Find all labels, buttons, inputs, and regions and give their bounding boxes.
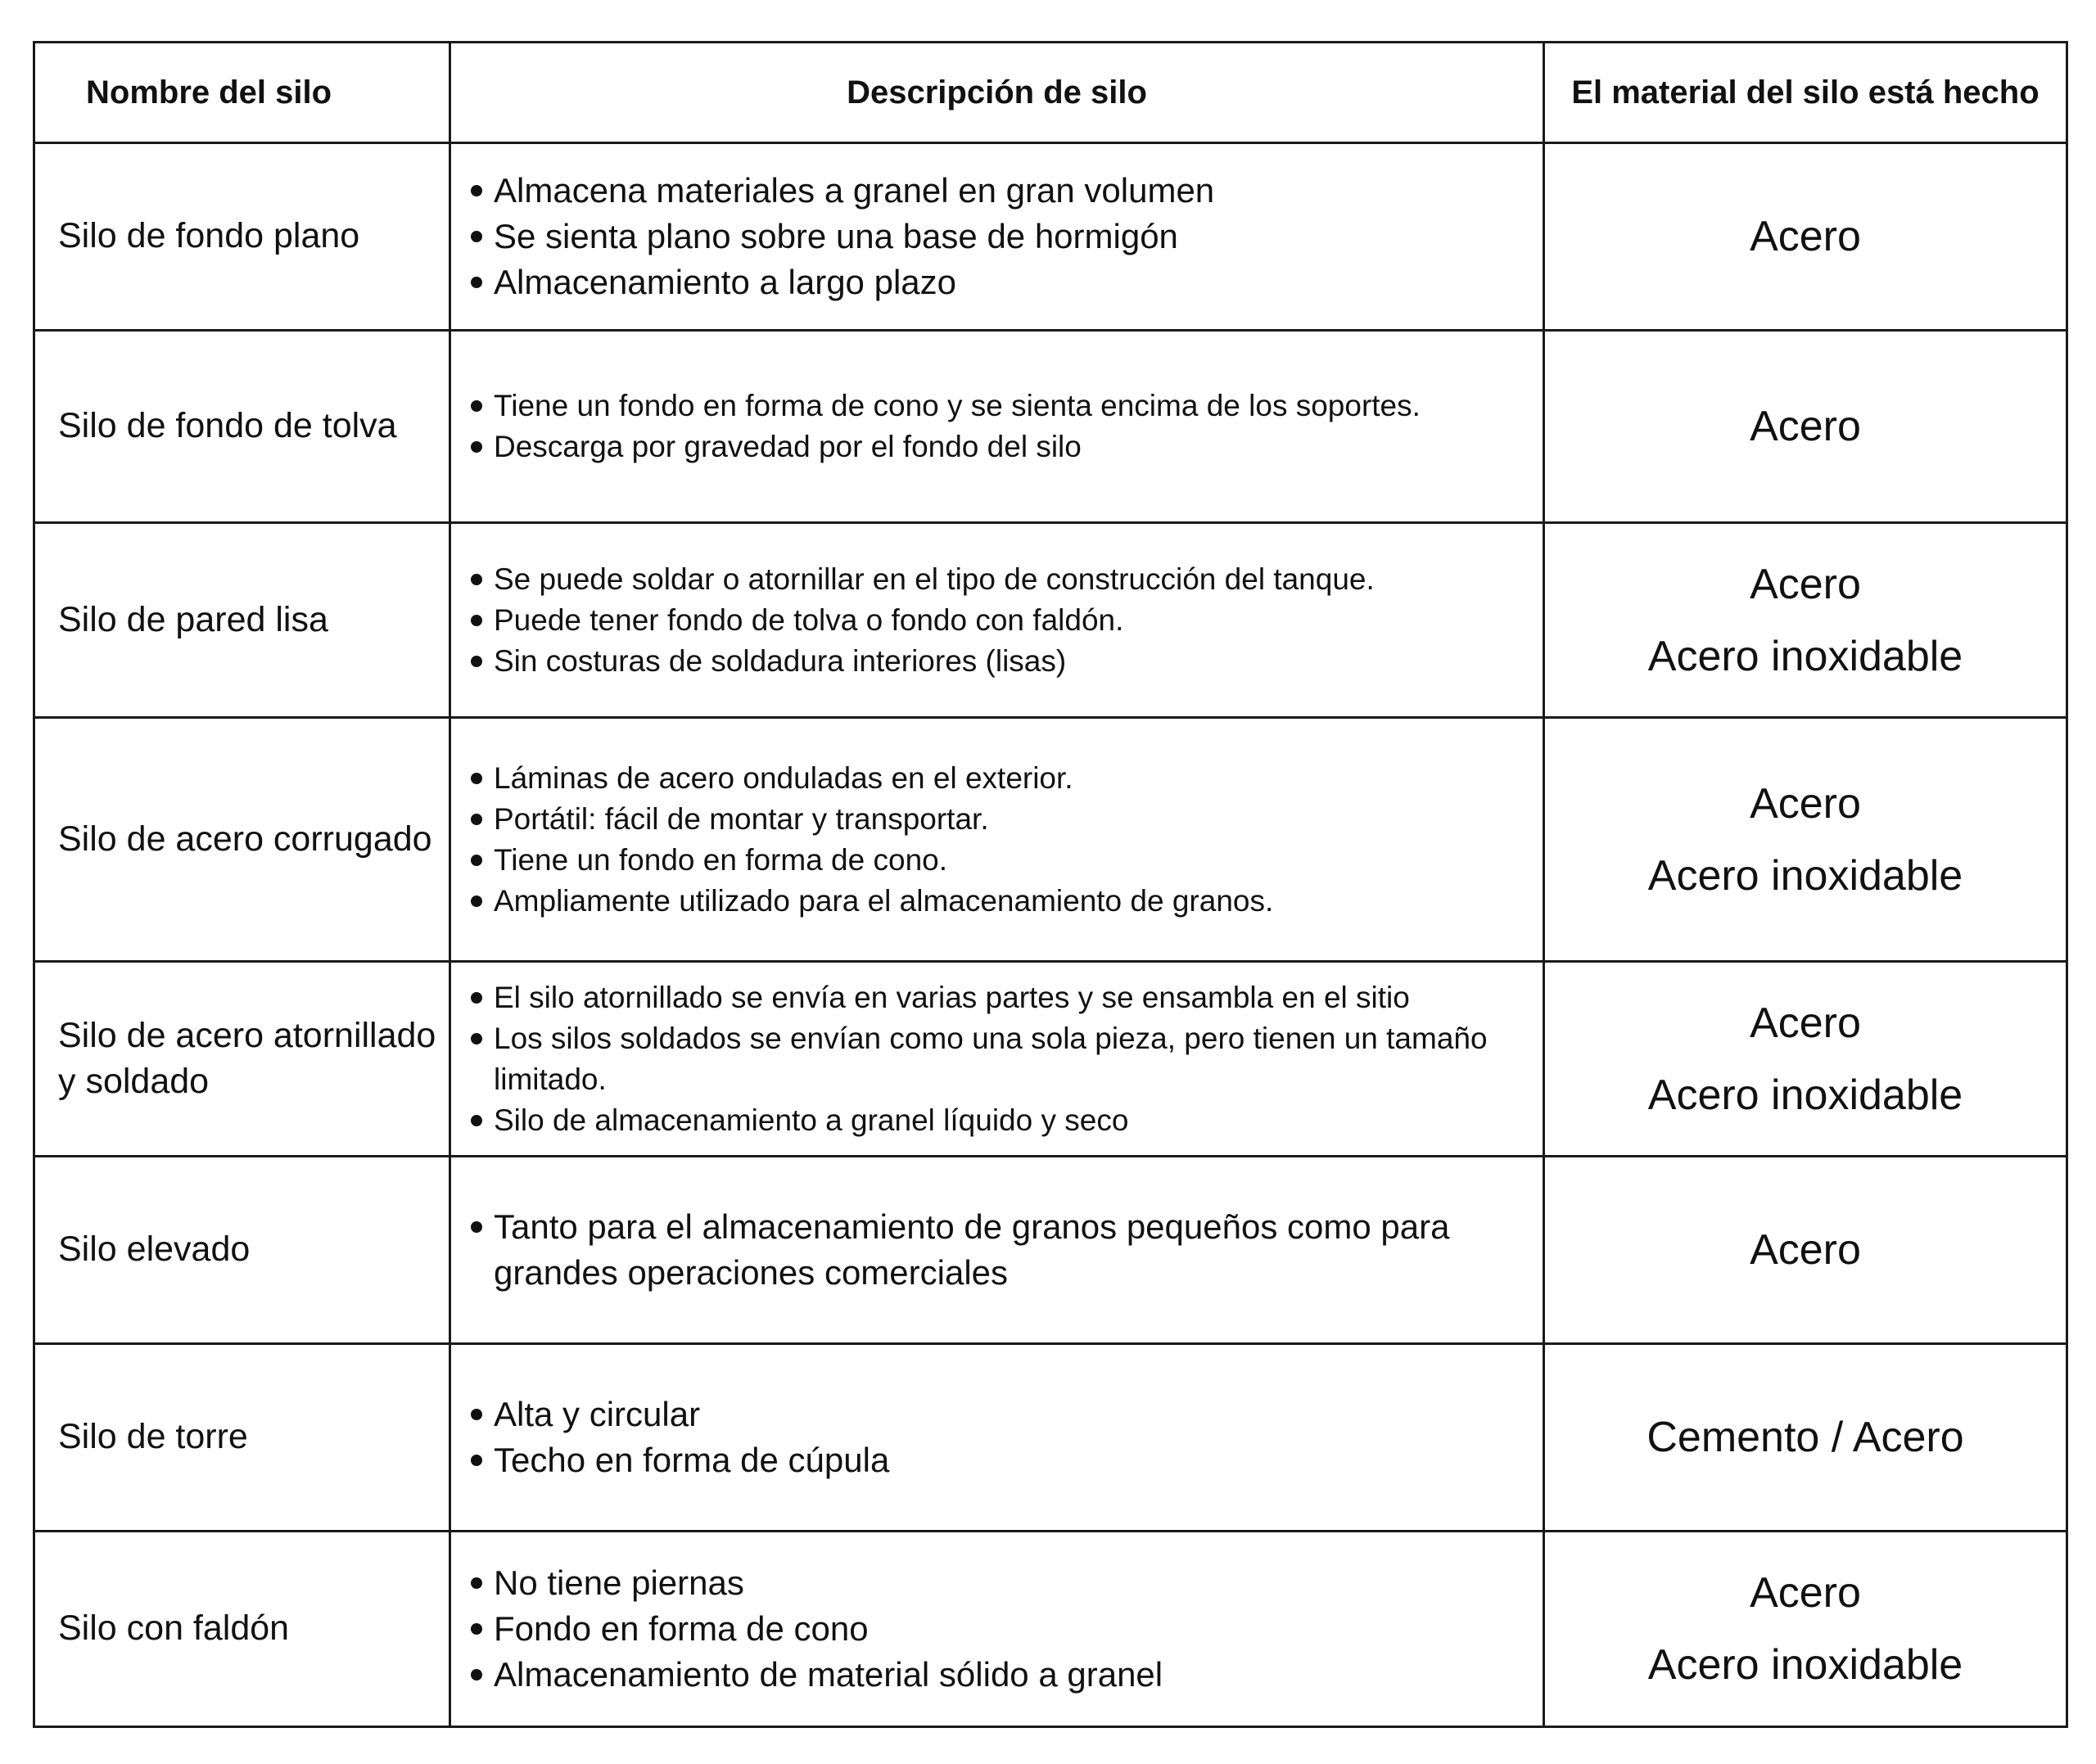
description-list [468, 1392, 1526, 1483]
description-list [468, 559, 1526, 682]
silo-description [450, 523, 1544, 718]
description-item: El silo atornillado se envía en varias partes y se ensambla en el sitio [468, 977, 1526, 1018]
table-header-row [34, 43, 2067, 143]
silo-description [450, 718, 1544, 962]
description-item: Se puede soldar o atornillar en el tipo de construcción del tanque. [468, 559, 1526, 600]
header-description: Descripción de silo [450, 43, 1544, 143]
material-item: Acero [1750, 999, 1861, 1047]
description-item: Tiene un fondo en forma de cono. [468, 840, 1526, 881]
description-item: Los silos soldados se envían como una sola pieza, pero tienen un tamaño limitado. [468, 1018, 1526, 1100]
material-item: Acero inoxidable [1647, 851, 1963, 900]
silo-name: Silo de fondo de tolva [34, 331, 450, 523]
description-item: Tiene un fondo en forma de cono y se sienta encima de los soportes. [468, 386, 1526, 426]
silo-description [450, 1157, 1544, 1344]
description-item: Descarga por gravedad por el fondo del silo [468, 426, 1526, 467]
description-list [468, 977, 1526, 1141]
silo-comparison-table [33, 41, 2068, 1728]
silo-material [1544, 523, 2067, 718]
material-item: Acero inoxidable [1647, 632, 1963, 680]
silo-material [1544, 1344, 2067, 1532]
description-item: Ampliamente utilizado para el almacenamiento de granos. [468, 881, 1526, 922]
description-item: Sin costuras de soldadura interiores (lisas) [468, 641, 1526, 682]
silo-description [450, 143, 1544, 331]
header-name: Nombre del silo [34, 43, 450, 143]
silo-name: Silo elevado [34, 1157, 450, 1344]
description-item: Techo en forma de cúpula [468, 1437, 1526, 1483]
silo-description [450, 1532, 1544, 1727]
description-item: Alta y circular [468, 1392, 1526, 1437]
silo-name: Silo de acero atornillado y soldado [34, 962, 450, 1157]
table-row [34, 962, 2067, 1157]
material-item: Acero [1750, 1569, 1861, 1617]
description-item: Silo de almacenamiento a granel líquido y seco [468, 1100, 1526, 1141]
material-item: Acero inoxidable [1647, 1641, 1963, 1689]
table-row [34, 1532, 2067, 1727]
description-list [468, 758, 1526, 922]
silo-name: Silo de pared lisa [34, 523, 450, 718]
description-item: Almacena materiales a granel en gran volumen [468, 168, 1526, 214]
table-row [34, 1157, 2067, 1344]
material-item: Acero [1750, 403, 1861, 450]
description-item: Almacenamiento a largo plazo [468, 259, 1526, 305]
description-item: Puede tener fondo de tolva o fondo con faldón. [468, 600, 1526, 641]
material-item: Acero [1750, 779, 1861, 828]
silo-material [1544, 143, 2067, 331]
description-item: Almacenamiento de material sólido a granel [468, 1652, 1526, 1698]
material-item: Acero inoxidable [1647, 1071, 1963, 1119]
table-row [34, 143, 2067, 331]
silo-material [1544, 331, 2067, 523]
silo-description [450, 1344, 1544, 1532]
material-item: Acero [1750, 1226, 1861, 1274]
description-item: Fondo en forma de cono [468, 1606, 1526, 1652]
table-row [34, 523, 2067, 718]
table-row [34, 331, 2067, 523]
description-list [468, 168, 1526, 305]
material-item: Acero [1750, 560, 1861, 608]
silo-name: Silo de fondo plano [34, 143, 450, 331]
silo-name: Silo de torre [34, 1344, 450, 1532]
description-item: Tanto para el almacenamiento de granos pequeños como para grandes operaciones comerciales [468, 1204, 1526, 1296]
header-material: El material del silo está hecho [1544, 43, 2067, 143]
description-item: Portátil: fácil de montar y transportar. [468, 799, 1526, 840]
table-row [34, 718, 2067, 962]
silo-material [1544, 718, 2067, 962]
description-item: No tiene piernas [468, 1560, 1526, 1606]
silo-material [1544, 962, 2067, 1157]
description-list [468, 1560, 1526, 1698]
silo-name: Silo con faldón [34, 1532, 450, 1727]
silo-name: Silo de acero corrugado [34, 718, 450, 962]
table-row [34, 1344, 2067, 1532]
description-item: Se sienta plano sobre una base de hormigón [468, 214, 1526, 259]
description-item: Láminas de acero onduladas en el exterior. [468, 758, 1526, 799]
description-list [468, 386, 1526, 467]
silo-material [1544, 1532, 2067, 1727]
silo-description [450, 962, 1544, 1157]
material-item: Cemento / Acero [1647, 1414, 1964, 1461]
silo-material [1544, 1157, 2067, 1344]
silo-description [450, 331, 1544, 523]
material-item: Acero [1750, 213, 1861, 260]
description-list [468, 1204, 1526, 1296]
